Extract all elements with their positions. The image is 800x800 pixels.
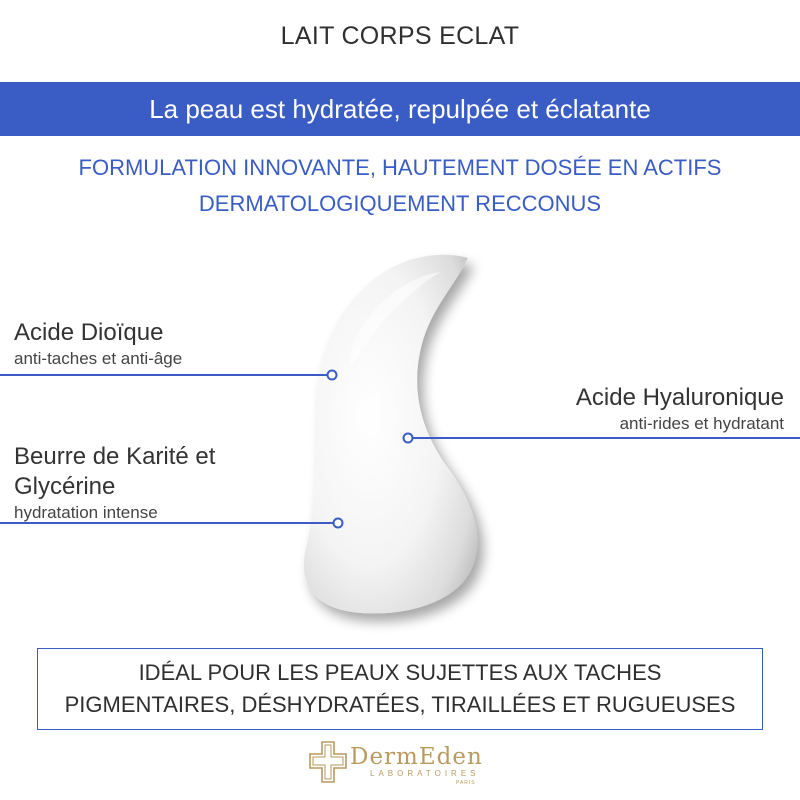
formulation-line-2: DERMATOLOGIQUEMENT RECCONUS bbox=[198, 191, 602, 216]
brand-subtitle: LABORATOIRES bbox=[370, 769, 480, 778]
ingredient-title-line-2: Glycérine bbox=[14, 473, 116, 500]
ingredient-subtitle: anti-rides et hydratant bbox=[619, 414, 784, 433]
ingredient-beurre-karite bbox=[14, 442, 215, 524]
ingredient-subtitle: hydratation intense bbox=[14, 503, 158, 522]
brand-city: PARIS bbox=[456, 780, 476, 786]
ingredient-acide-hyaluronique bbox=[576, 383, 784, 435]
formulation-line-1: FORMULATION INNOVANTE, HAUTEMENT DOSÉE EN ACTIFS bbox=[78, 155, 722, 180]
ingredient-subtitle: anti-taches et anti-âge bbox=[14, 349, 183, 368]
brand-logo bbox=[308, 738, 508, 788]
banner-text: La peau est hydratée, repulpée et éclatante bbox=[149, 93, 651, 124]
cross-icon bbox=[308, 738, 348, 786]
brand-name: DermEden bbox=[350, 744, 483, 770]
ingredient-title: Acide Dioïque bbox=[14, 319, 164, 346]
ingredient-title-line-1: Beurre de Karité et bbox=[14, 443, 216, 470]
page-title: LAIT CORPS ECLAT bbox=[280, 22, 520, 50]
ingredient-acide-dioique bbox=[14, 318, 182, 370]
ingredient-title: Acide Hyaluronique bbox=[575, 384, 784, 411]
ideal-line-2: PIGMENTAIRES, DÉSHYDRATÉES, TIRAILLÉES ET RUGUEUSES bbox=[64, 692, 736, 717]
ideal-line-1: IDÉAL POUR LES PEAUX SUJETTES AUX TACHES bbox=[138, 660, 662, 685]
ideal-for-box bbox=[37, 648, 763, 730]
